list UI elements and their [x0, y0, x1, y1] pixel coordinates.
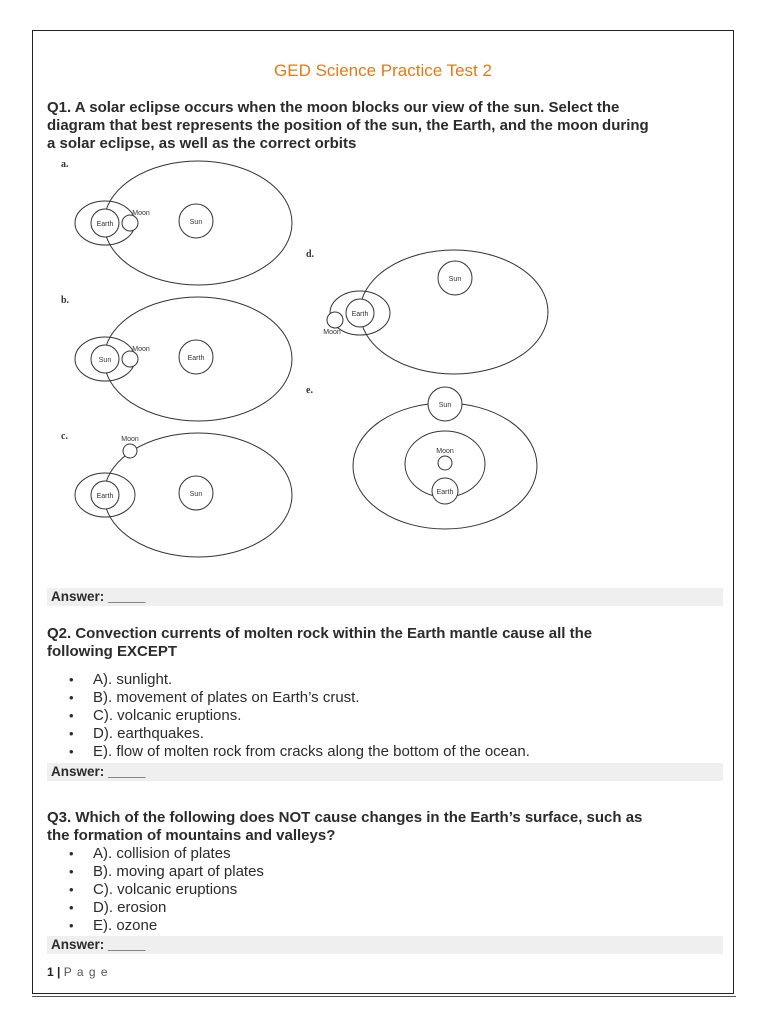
- question-3: [47, 809, 642, 845]
- question-2: [47, 625, 592, 661]
- diagram-e-moon-label: Moon: [436, 448, 454, 455]
- bottom-rule: [32, 996, 736, 997]
- diagram-a-moon: [122, 215, 138, 231]
- question-3-options: [47, 845, 264, 935]
- answer-line-q1[interactable]: Answer: _____: [47, 588, 723, 606]
- diagram-c: [61, 431, 292, 557]
- page-number: 1: [47, 965, 54, 979]
- footer-separator: |: [53, 965, 64, 979]
- page-footer: [47, 965, 109, 979]
- option-item: • E). flow of molten rock from cracks along the bottom of the ocean.: [47, 743, 530, 761]
- diagram-c-moon: [123, 444, 137, 458]
- question-1-line: diagram that best represents the position of the sun, the Earth, and the moon during: [47, 117, 649, 134]
- question-2-options: [47, 671, 530, 761]
- document-page: [32, 30, 734, 994]
- option-item: • A). sunlight.: [47, 671, 530, 689]
- diagram-a-letter: a.: [61, 159, 69, 170]
- option-item: • E). ozone: [47, 917, 264, 935]
- diagram-c-moon-label: Moon: [121, 436, 139, 443]
- option-item: • D). earthquakes.: [47, 725, 530, 743]
- diagram-e-sun-label: Sun: [438, 402, 452, 409]
- diagram-b: [61, 295, 292, 421]
- option-item: • A). collision of plates: [47, 845, 264, 863]
- question-1: [47, 99, 649, 153]
- option-item: • B). movement of plates on Earth’s crust.: [47, 689, 530, 707]
- question-1-line: a solar eclipse, as well as the correct orbits: [47, 135, 357, 152]
- diagram-a: [61, 159, 292, 285]
- diagram-e-letter: e.: [306, 385, 313, 396]
- page-label: P a g e: [63, 965, 109, 979]
- diagram-d-earth-label: Earth: [351, 311, 369, 318]
- diagram-b-moon-label: Moon: [132, 346, 150, 353]
- diagram-a-sun-label: Sun: [189, 219, 203, 226]
- diagram-e-moon: [438, 456, 452, 470]
- diagram-d-sun-label: Sun: [448, 276, 462, 283]
- option-item: • C). volcanic eruptions: [47, 881, 264, 899]
- diagram-e: [306, 385, 537, 529]
- diagram-c-letter: c.: [61, 431, 68, 442]
- diagram-c-earth-label: Earth: [96, 493, 114, 500]
- option-item: • B). moving apart of plates: [47, 863, 264, 881]
- diagram-d: [306, 249, 548, 374]
- question-3-line: the formation of mountains and valleys?: [47, 827, 336, 844]
- option-item: • C). volcanic eruptions.: [47, 707, 530, 725]
- option-item: • D). erosion: [47, 899, 264, 917]
- answer-line-q2[interactable]: Answer: _____: [47, 763, 723, 781]
- diagram-b-sun-label: Sun: [98, 357, 112, 364]
- eclipse-diagrams: [33, 153, 733, 583]
- question-1-line: Q1. A solar eclipse occurs when the moon blocks our view of the sun. Select the: [47, 99, 620, 116]
- diagram-d-moon-label: Moon: [323, 329, 341, 336]
- diagram-e-earth-label: Earth: [436, 489, 454, 496]
- diagram-d-moon: [327, 312, 343, 328]
- diagram-a-moon-label: Moon: [132, 210, 150, 217]
- question-2-line: following EXCEPT: [47, 643, 177, 660]
- diagram-b-moon: [122, 351, 138, 367]
- question-2-line: Q2. Convection currents of molten rock within the Earth mantle cause all the: [47, 625, 593, 642]
- diagram-d-letter: d.: [306, 249, 315, 260]
- diagram-b-letter: b.: [61, 295, 70, 306]
- question-3-line: Q3. Which of the following does NOT cause changes in the Earth’s surface, such as: [47, 809, 643, 826]
- diagram-b-earth-label: Earth: [187, 355, 205, 362]
- answer-line-q3[interactable]: Answer: _____: [47, 936, 723, 954]
- diagram-a-earth-label: Earth: [96, 221, 114, 228]
- diagram-c-sun-label: Sun: [189, 491, 203, 498]
- page-title: GED Science Practice Test 2: [274, 61, 492, 80]
